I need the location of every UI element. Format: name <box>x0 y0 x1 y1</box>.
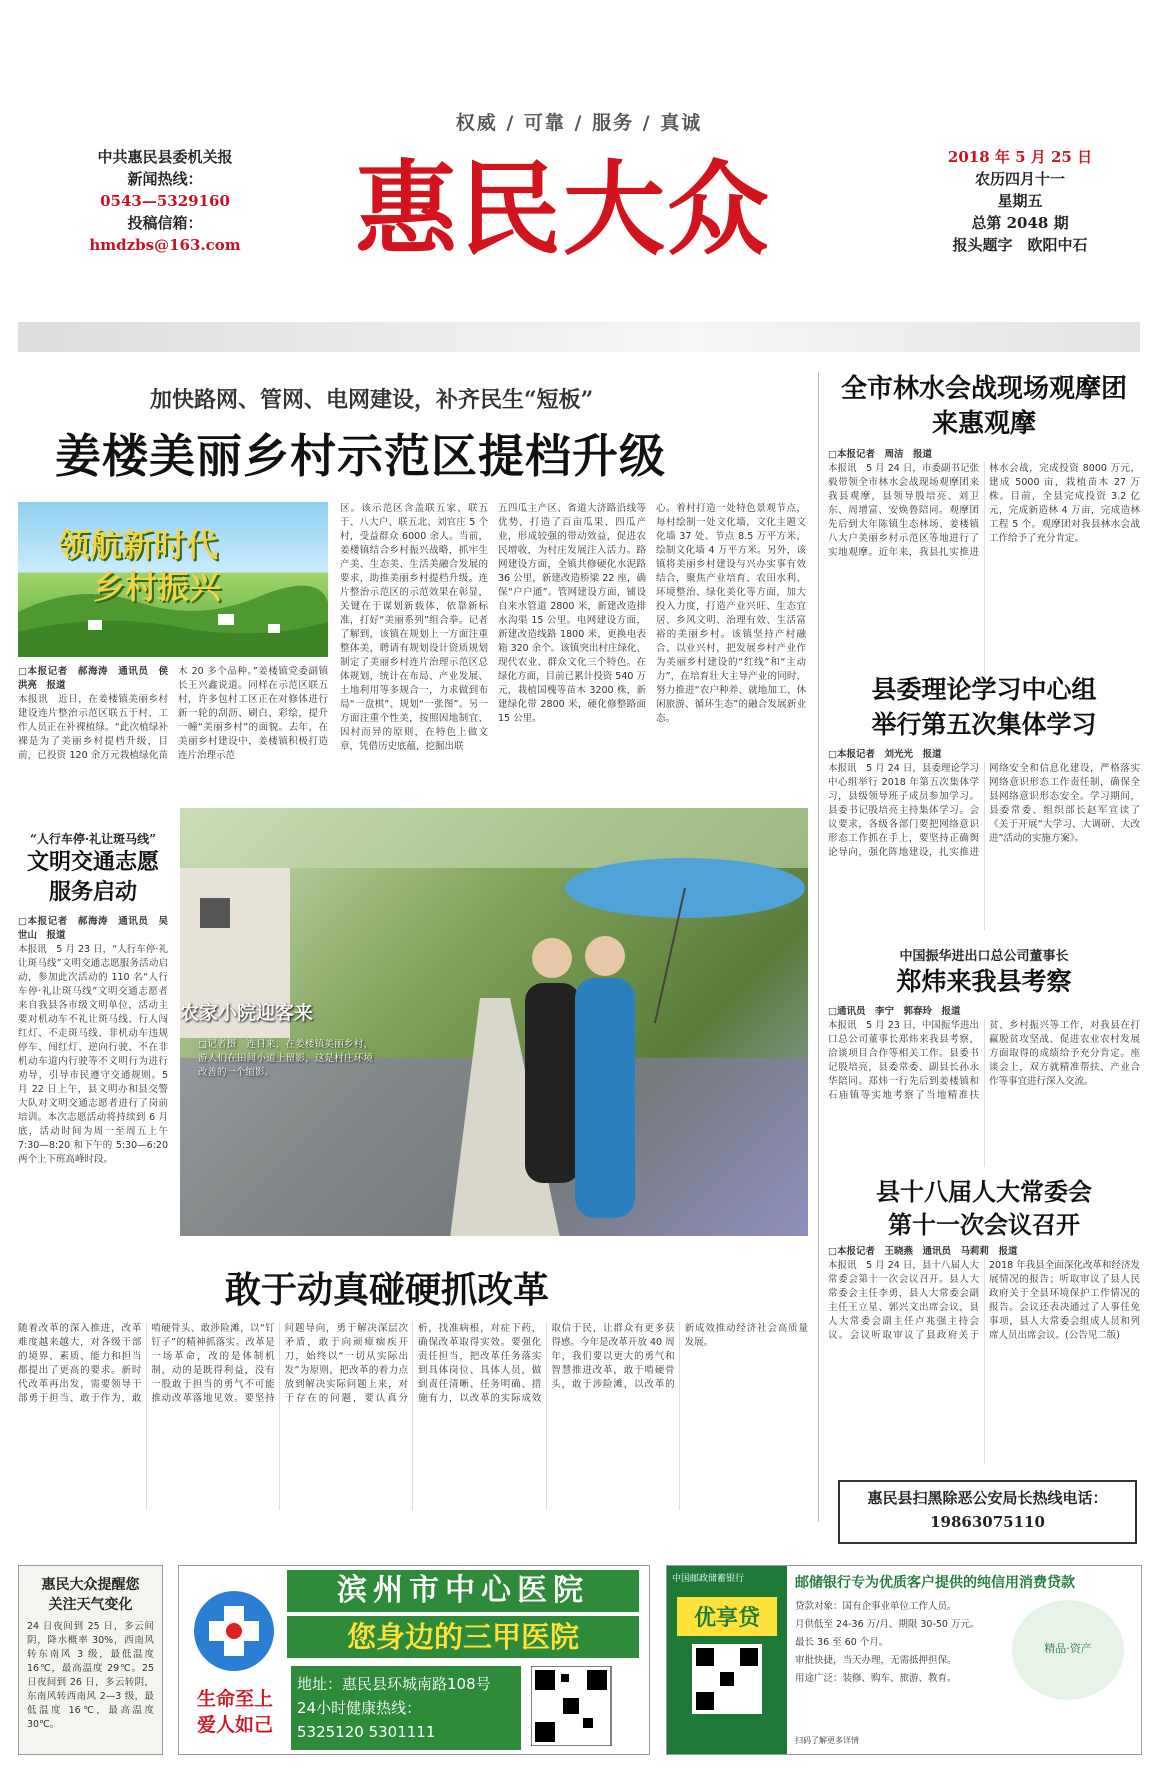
bank-features <box>795 1598 995 1688</box>
org-name: 中共惠民县委机关报 <box>97 148 233 166</box>
hospital-name: 滨州市中心医院 <box>287 1570 639 1612</box>
lead-column-1 <box>18 665 328 790</box>
lead-headline: 姜楼美丽乡村示范区提档升级 <box>55 429 666 483</box>
weekday: 星期五 <box>997 192 1043 210</box>
civ-title-1: 文明交通志愿 <box>26 849 159 875</box>
hospital-calligraphy <box>185 1686 285 1738</box>
lead-body-1: 本报讯 近日，在姜楼镇美丽乡村建设连片整治示范区联五于村，工作人员正在补裸植绿。“此次植绿补裸是为了美丽乡村提档升级，目前，已投资 120 余万元栽植绿化苗木 20 多个品种。”姜楼镇党委副镇长王兴鑫说道。同样在示范区联五村，许多包村工区正在对修体进行新一轮的刮沥、刷白、彩绘，提升一幢“美丽乡村”的面貌。去年，在美丽乡村建设中，姜楼镇积极打造连片治理示范 <box>18 666 328 761</box>
theory-byline: □本报记者 刘光光 报道 <box>828 749 942 760</box>
theory-title-2: 举行第五次集体学习 <box>871 710 1097 739</box>
bank-name: 中国邮政储蓄银行 <box>672 1574 745 1584</box>
hospital-address: 地址：惠民县环城南路108号 <box>297 1675 491 1693</box>
lead-byline: □本报记者 郝海涛 通讯员 侯洪亮 报道 <box>18 666 168 691</box>
hotline-number: 0543—5329160 <box>100 192 230 210</box>
banner-line2: 乡村振兴 <box>93 568 222 606</box>
rural-revitalization-banner <box>18 502 328 657</box>
npc-title-1: 县十八届人大常委会 <box>876 1177 1092 1206</box>
bank-qr-code-icon <box>692 1644 762 1714</box>
npc-body: 本报讯 5 月 24 日，县十八届人大常委会第十一次会议召开。县人大常委会主任李勇，县人大常委会副主任王立星、郭兴文出席会议，县人大常委会副主任卢兆强主持会议。会议听取审议了县政府关于 2018 年我县全面深化改革和经济发展情况的报告；听取审议了县人民政府关于全县环境保护工作情况的报告。会议还表决通过了人事任免事项，县人大常委会组成人员和列席人员出席会议。(公告见二版) <box>828 1260 1140 1341</box>
weather-title-2: 关注天气变化 <box>48 1597 133 1613</box>
hotline-number: 19863075110 <box>930 1513 1045 1531</box>
hospital-calligraphy-1: 生命至上 <box>196 1688 273 1710</box>
hospital-contact <box>291 1666 521 1750</box>
lead-column-2: 区。该示范区含盖联五家、联五于、八大户、联五北、刘官庄 5 个村，受益群众 6000 余人。当前，姜楼镇结合乡村振兴战略，抓牢生产美、生态美、生活美融合发展的要求，助推美丽乡村提档升级。连片整治示范区的示范效果在彰显，关键在于谋划新载体，依靠新标准，打好“美丽系列”组合拳。记者了解到，该镇在规划上一方面注重整体美，聘请有规划设计资质规划制定了美丽乡村连片治理示范区总体规划，统计在布局、产业发展、土地利用等多规合一，力求做到布局“一盘棋”、规划“一张图”。另一方面注重个性美，按照因地制宜、因村而异的原则，在特色上做文章，凭借历史底蕴，挖掘出联 <box>340 503 488 752</box>
hospital-calligraphy-2: 爱人如己 <box>196 1714 273 1736</box>
issue-date: 2018 年 5 月 25 日 <box>947 148 1093 166</box>
civ-title-2: 服务启动 <box>48 879 137 905</box>
bank-feature-2: 月供低至 24-36 万/月、期限 30-50 万元。 <box>795 1619 980 1630</box>
masthead-title: 惠民大众 <box>355 150 771 270</box>
bank-ad-sidebar <box>667 1566 787 1754</box>
npc-title-2: 第十一次会议召开 <box>888 1210 1080 1239</box>
hotline-label: 新闻热线： <box>127 170 203 188</box>
lead-subhead: 加快路网、管网、电网建设，补齐民生“短板” <box>150 387 594 413</box>
civ-kicker: “人行车停·礼让斑马线” <box>30 832 156 846</box>
lead-column-3: 五四瓜主产区、省道大济路沿线等优势，打造了百亩瓜果、四瓜产业，形成较强的带动效益，促进农民增收，为村庄发展注入活力。路网建设方面，全镇共修硬化水泥路 36 公里，新建改造桥梁 22 座，确保“户户通”。管网建设方面，铺设自来水管道 2800 米，新建改造排水沟渠 15 公里。电网建设方面，新建改造线路 1800 米，更换电表箱 320 余个。该镇突出村庄绿化、现代农业、群众文化三个特色。在绿化方面，目前已累计投资 540 万元，栽植国槐等苗木 3200 株，新建绿化带 2800 米，硬化修整路面 15 公里。 <box>498 503 646 724</box>
masthead-left-info <box>65 146 265 256</box>
civ-traffic-story <box>18 830 168 1193</box>
banner-line1: 领航新时代 <box>58 526 219 564</box>
theory-title-1: 县委理论学习中心组 <box>871 675 1097 704</box>
lunar-date: 农历四月十一 <box>974 170 1065 188</box>
mail-address: hmdzbs@163.com <box>89 236 241 254</box>
civ-byline: □本报记者 郝海涛 通讯员 吴世山 报道 <box>18 916 168 941</box>
civ-body: 本报讯 5 月 23 日，“人行车停·礼让斑马线”文明交通志愿服务活动启动，参加此次活动的 110 名“人行车停·礼让斑马线”文明交通志愿者来自我县各市级文明单位，活动主要对机动车不礼让斑马线、行人闯红灯、不走斑马线、非机动车违规停车、闯红灯、逆向行驶、不在非机动车道内行驶等不文明行为进行劝导，引导市民遵守交通规则。5 月 22 日上午，县文明办和县交警大队对文明交通志愿者进行了岗前培训。本次志愿活动将持续到 6 月底，活动时间为周一至周五上午 7:30—8:20 和下午的 5:30—6:20 两个上下班高峰时段。 <box>18 944 168 1165</box>
forestry-title-1: 全市林水会战现场观摩团 <box>840 374 1127 404</box>
bank-ad-illustration <box>1012 1600 1124 1700</box>
theory-body: 本报讯 5 月 24 日，县委理论学习中心组举行 2018 年第五次集体学习，县级领导班子成员参加学习。县委书记殷培亮主持集体学习。会议要求，各级各部门要把网络意识形态工作抓在手上，要坚持正确舆论导向，强化阵地建设，扎实推进网络安全和信息化建设，严格落实网络意识形态工作责任制，确保全县网络意识形态安全。学习期间，县委常委、组织部长赵军宣读了《关于开展“大学习、大调研、大改进”活动的实施方案》。 <box>828 763 1140 858</box>
bank-feature-5: 用途广泛：装修、购车、旅游、教育。 <box>795 1673 957 1684</box>
forestry-byline: □本报记者 周洁 报道 <box>828 449 932 460</box>
visit-byline: □通讯员 李宁 郭春玲 报道 <box>828 1006 961 1017</box>
bank-circle-text: 精品·资产 <box>1044 1642 1092 1655</box>
hospital-cross-icon <box>189 1586 279 1676</box>
reform-headline: 敢于动真碰硬抓改革 <box>225 1269 550 1311</box>
lead-column-4: 心。着村打造一处特色景观节点，每村绘制一处文化墙，文化主题文化墙 37 处、节点 8.5 万平方米，绘制文化墙 4 万平方米。另外，该镇将美丽乡村建设与兴办实事有效结合，聚焦产业培育、农田水利、环境整治、绿化美化等方面，加大投入力度，打造产业兴旺、生态宜居、乡风文明、治理有效、生活富裕的美丽乡村。该镇坚持产村融合、以业兴村，把发展乡村产业作为美丽乡村建设的“红线”和“主动力”，在培育壮大主导产业的同时，努力推进“农户种养、就地加工、休闲旅游、循环生态”的融合发展新业态。 <box>656 503 806 724</box>
issue-number: 总第 2048 期 <box>971 214 1069 232</box>
hospital-slogan: 您身边的三甲医院 <box>287 1616 639 1658</box>
forestry-body: 本报讯 5 月 24 日，市委副书记张毅带领全市林水会战现场观摩团来我县观摩，县领导殷培亮、刘卫东、周增富、安焕鲁陪同。观摩团先后到大年陈镇生态林场、姜楼镇八大户美丽乡村示范区等地进行了实地观摩。近年来，我县扎实推进林水会战，完成投资 8000 万元，建成 5000 亩，栽植苗木 27 万株。目前，全县完成投资 3.2 亿元，完成新造林 4 万亩，完成造林工程 5 个。观摩团对我县林水会战工作给予了充分肯定。 <box>828 463 1140 558</box>
forestry-story <box>828 372 1140 682</box>
bank-feature-3: 最长 36 至 60 个月。 <box>795 1637 889 1648</box>
hospital-qr-code-icon <box>531 1666 631 1746</box>
bank-feature-1: 贷款对象：国有企事业单位工作人员。 <box>795 1601 957 1612</box>
weather-title-1: 惠民大众提醒您 <box>41 1577 140 1593</box>
slogan: 权威 / 可靠 / 服务 / 真诚 <box>455 112 703 134</box>
npc-story <box>828 1175 1140 1464</box>
calligraphy-credit: 报头题字 欧阳中石 <box>952 236 1088 254</box>
reform-body: 随着改革的深入推进，改革难度越来越大，对各级干部的境界、素质、能力和担当都提出了更高的要求。新时代改革再出发，需要领导干部勇于担当、敢于作为，敢啃硬骨头、敢涉险滩，以“钉钉子”的精神抓落实。改革是一场革命，改的是体制机制，动的是既得利益，没有一股敢于担当的勇气不可能推动改革落地见效。要坚持问题导向，勇于解决深层次矛盾，敢于向顽瘴痼疾开刀，始终以“一切从实际出发”为原则，把改革的着力点放到解决实际问题上来，对于存在的问题，要认真分析，找准病根，对症下药，确保改革取得实效。要强化责任担当，把改革任务落实到具体岗位、具体人员，做到责任清晰、任务明确、措施有力，以改革的实际成效取信于民，让群众有更多获得感。今年是改革开放 40 周年，我们要以更大的勇气和智慧推进改革，敢于啃硬骨头，敢于涉险滩，以改革的新成效推动经济社会高质量发展。 <box>18 1323 808 1404</box>
hospital-hotline-label: 24小时健康热线： <box>297 1699 422 1717</box>
visit-title: 郑炜来我县考察 <box>896 967 1072 996</box>
visit-story <box>828 945 1140 1167</box>
bank-ad <box>666 1565 1142 1755</box>
visit-body: 本报讯 5 月 23 日，中国振华进出口总公司董事长郑炜来我县考察，洽谈项目合作等相关工作。县委书记殷培亮，县委常委、副县长孙永华陪同。郑炜一行先后到姜楼镇和石庙镇等实地考察了当地精准扶贫、乡村振兴等工作，对我县在打赢脱贫攻坚战、促进农业农村发展方面取得的成绩给予充分肯定。座谈会上，双方就精准帮扶、产业合作等事宜进行深入交流。 <box>828 1020 1140 1101</box>
mail-label: 投稿信箱： <box>127 214 203 232</box>
masthead-right-info <box>920 146 1120 256</box>
visit-kicker: 中国振华进出口总公司董事长 <box>899 949 1069 964</box>
npc-byline: □本报记者 王晓燕 通讯员 马莉莉 报道 <box>828 1246 1018 1257</box>
bank-product: 优享贷 <box>677 1597 777 1636</box>
theory-study-story <box>828 672 1140 930</box>
bank-footer: 扫码了解更多详情 <box>795 1736 859 1745</box>
column-divider <box>818 372 819 1522</box>
hospital-ad <box>178 1565 650 1755</box>
photo-title: 农家小院迎客来 <box>180 1002 314 1024</box>
bank-feature-4: 审批快捷，当天办理，无需抵押担保。 <box>795 1655 957 1666</box>
feature-photo <box>180 808 808 1236</box>
hotline-box <box>838 1480 1137 1544</box>
hotline-label: 惠民县扫黑除恶公安局长热线电话： <box>867 1489 1108 1507</box>
forestry-title-2: 来惠观摩 <box>931 409 1036 439</box>
weather-body: 24 日夜间到 25 日，多云间阴，降水概率 30%，西南风转东南风 3 级，最低温度 16℃，最高温度 29℃。25 日夜间到 26 日，多云转阴，东南风转西南风 2—3 级，最低温度 16℃，最高温度 30℃。 <box>27 1621 154 1730</box>
hospital-phones: 5325120 5301111 <box>297 1723 436 1741</box>
weather-box <box>18 1565 163 1755</box>
photo-caption: □记者摄 连日来，在姜楼镇美丽乡村，游人们在田间小道上留影，这是村庄环境改善的一个缩影。 <box>198 1039 373 1078</box>
bank-ad-title: 邮储银行专为优质客户提供的纯信用消费贷款 <box>795 1575 1075 1591</box>
header-divider-bar <box>18 322 1140 352</box>
